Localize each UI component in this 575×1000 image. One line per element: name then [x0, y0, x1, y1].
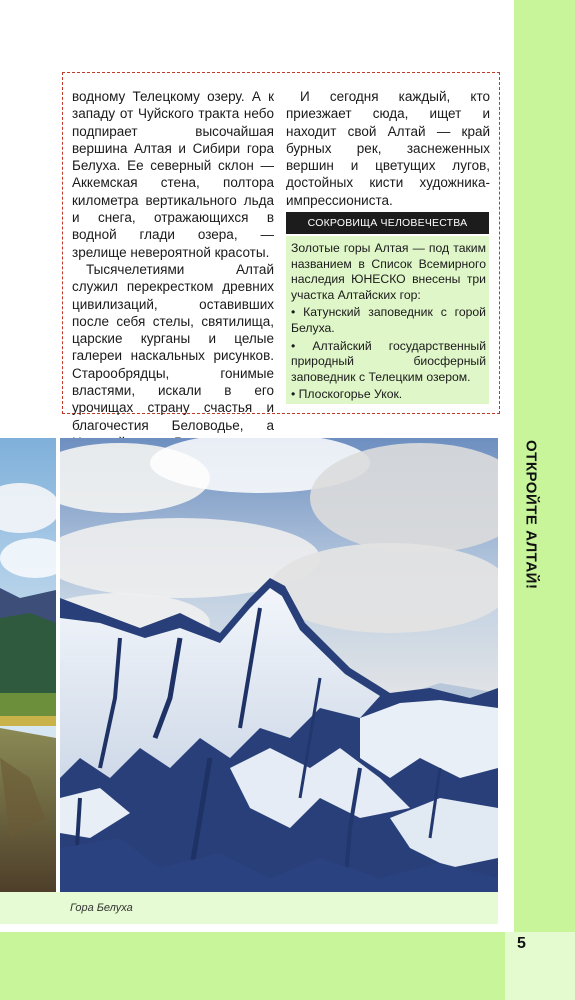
infobox-intro: Золотые горы Алтая — под таким названием в Список Всемирного наследия ЮНЕСКО внесены три участка Алтайских гор: [291, 241, 486, 302]
page-number: 5 [517, 935, 526, 952]
article-paragraph: Тысячелетиями Алтай служил перекрестком древних цивилизаций, оставивших после себя стелы, святилища, царские курганы и целые галереи наскальных рисунков. Старообрядцы, гонимые властями, искали в его урочищах страну счастья и благочестия Беловодье, а [72, 261, 274, 433]
infobox-item: • Плоскогорье Укок. [291, 387, 403, 402]
page-number-box [505, 932, 575, 1000]
photo-caption: Гора Белуха [70, 902, 133, 914]
article-right-column [286, 88, 490, 209]
valley-photo [0, 438, 56, 892]
infobox-item: • Катунский заповедник с горой Белуха. [291, 305, 486, 335]
infobox-title: СОКРОВИЩА ЧЕЛОВЕЧЕСТВА [286, 212, 489, 234]
infobox-item: • Алтайский государственный природный биосферный заповедник с Телецким озером. [291, 338, 486, 384]
article-paragraph: И сегодня каждый, кто приезжает сюда, ищет и находит свой Алтай — край бурных рек, заснеженных вершин и цветущих лугов, достойных кисти художника-импрессиониста. [286, 89, 490, 208]
bottom-band [0, 932, 505, 1000]
infobox-text [291, 241, 486, 405]
belukha-mountain-photo [60, 438, 498, 892]
article-left-column [72, 88, 274, 469]
article-paragraph: водному Телецкому озеру. А к западу от Чуйского тракта небо подпирает высочайшая вершина Алтая и Сибири гора Белуха. Ее северный склон — Аккемская стена, полтора километра вертикального льда и снега, отражающихся в водной глади озера, — зрелище невероятной красоты. [72, 89, 274, 260]
section-title: ОТКРОЙТЕ АЛТАЙ! [522, 440, 540, 590]
